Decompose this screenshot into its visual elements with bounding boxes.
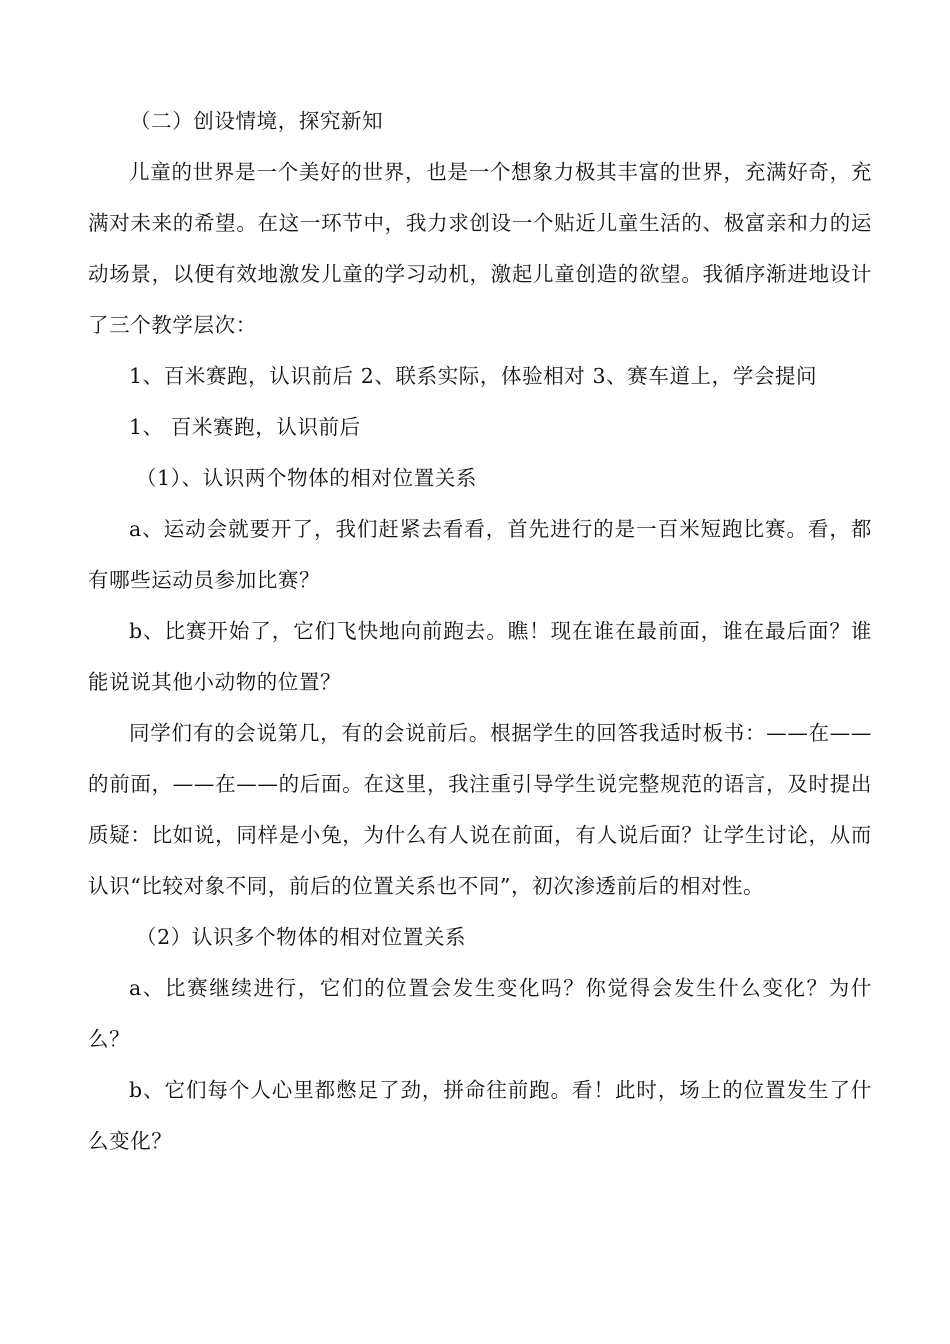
paragraph-b2: b、它们每个人心里都憋足了劲，拼命往前跑。看！此时，场上的位置发生了什么变化？: [88, 1078, 872, 1153]
level1-heading: 1、 百米赛跑，认识前后: [129, 415, 361, 439]
levels-list: 1、百米赛跑，认识前后 2、联系实际，体验相对 3、赛车道上，学会提问: [129, 364, 818, 388]
sub2-heading: （2）认识多个物体的相对位置关系: [136, 925, 467, 949]
paragraph-students: 同学们有的会说第几，有的会说前后。根据学生的回答我适时板书：——在——的前面，——在——的后面。在这里，我注重引导学生说完整规范的语言，及时提出质疑：比如说，同样是小兔，为什么有人说在前面，有人说后面？让学生讨论，从而认识“比较对象不同，前后的位置关系也不同”，初次渗透前后的相对性。: [88, 721, 872, 898]
document-page: [88, 96, 872, 1167]
sub1-heading: （1）、认识两个物体的相对位置关系: [136, 466, 477, 490]
paragraph-b1: b、比赛开始了，它们飞快地向前跑去。瞧！现在谁在最前面，谁在最后面？谁能说说其他小动物的位置？: [88, 619, 872, 694]
paragraph-a1: a、运动会就要开了，我们赶紧去看看，首先进行的是一百米短跑比赛。看，都有哪些运动员参加比赛？: [88, 517, 872, 592]
intro-paragraph: 儿童的世界是一个美好的世界，也是一个想象力极其丰富的世界，充满好奇，充满对未来的希望。在这一环节中，我力求创设一个贴近儿童生活的、极富亲和力的运动场景，以便有效地激发儿童的学习动机，激起儿童创造的欲望。我循序渐进地设计了三个教学层次：: [88, 160, 872, 337]
section-heading: （二）创设情境，探究新知: [130, 109, 384, 133]
paragraph-a2: a、比赛继续进行，它们的位置会发生变化吗？你觉得会发生什么变化？为什么？: [88, 976, 872, 1051]
